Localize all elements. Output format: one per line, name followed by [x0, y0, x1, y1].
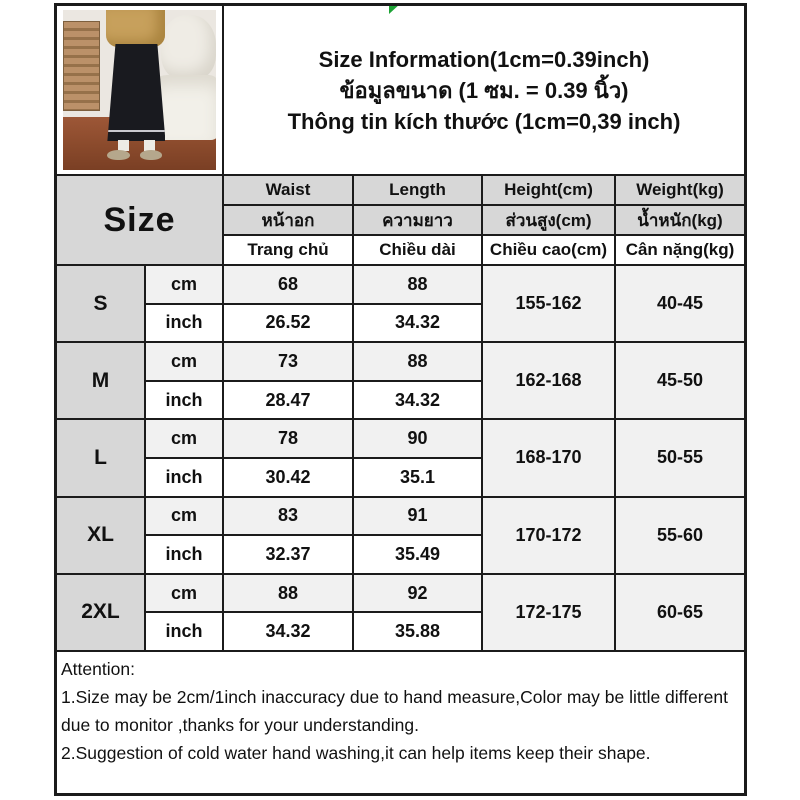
length-inch-value: 35.49 — [352, 534, 481, 573]
attention-note-1: 1.Size may be 2cm/1inch inaccuracy due to hand measure,Color may be little different due to monitor ,thanks for your understanding. — [61, 686, 728, 735]
weight-range: 40-45 — [614, 264, 744, 341]
photo-model-pants — [107, 44, 165, 142]
length-cm-value: 90 — [352, 418, 481, 457]
height-range: 155-162 — [481, 264, 614, 341]
col-header-height-vi: Chiều cao(cm) — [481, 234, 614, 264]
attention-box — [57, 650, 744, 793]
col-header-weight-th: น้ำหนัก(kg) — [614, 204, 744, 234]
length-inch-value: 35.1 — [352, 457, 481, 496]
unit-inch-label: inch — [144, 457, 222, 496]
col-header-height-en: Height(cm) — [481, 174, 614, 204]
col-header-waist-vi: Trang chủ — [222, 234, 352, 264]
waist-cm-value: 73 — [222, 341, 352, 380]
title-english: Size Information(1cm=0.39inch) — [318, 46, 650, 72]
row-size-label: L — [57, 418, 144, 495]
waist-cm-value: 83 — [222, 496, 352, 535]
col-header-height-th: ส่วนสูง(cm) — [481, 204, 614, 234]
col-header-length-th: ความยาว — [352, 204, 481, 234]
waist-inch-value: 26.52 — [222, 303, 352, 342]
photo-cabinet — [63, 21, 100, 111]
waist-inch-value: 32.37 — [222, 534, 352, 573]
unit-cm-label: cm — [144, 264, 222, 303]
waist-cm-value: 78 — [222, 418, 352, 457]
waist-cm-value: 88 — [222, 573, 352, 612]
weight-range: 50-55 — [614, 418, 744, 495]
unit-inch-label: inch — [144, 380, 222, 419]
green-corner-marker — [389, 6, 401, 14]
unit-inch-label: inch — [144, 534, 222, 573]
product-photo-cell — [57, 6, 222, 174]
col-header-length-vi: Chiều dài — [352, 234, 481, 264]
length-inch-value: 35.88 — [352, 611, 481, 650]
waist-inch-value: 28.47 — [222, 380, 352, 419]
title-vietnamese: Thông tin kích thước (1cm=0,39 inch) — [287, 108, 681, 134]
row-size-label: M — [57, 341, 144, 418]
unit-inch-label: inch — [144, 611, 222, 650]
length-cm-value: 92 — [352, 573, 481, 612]
col-header-weight-en: Weight(kg) — [614, 174, 744, 204]
photo-model-sweater — [106, 10, 166, 47]
unit-cm-label: cm — [144, 341, 222, 380]
size-header: Size — [57, 174, 222, 264]
row-size-label: XL — [57, 496, 144, 573]
unit-cm-label: cm — [144, 496, 222, 535]
weight-range: 45-50 — [614, 341, 744, 418]
weight-range: 55-60 — [614, 496, 744, 573]
col-header-waist-th: หน้าอก — [222, 204, 352, 234]
waist-inch-value: 30.42 — [222, 457, 352, 496]
row-size-label: S — [57, 264, 144, 341]
length-inch-value: 34.32 — [352, 303, 481, 342]
length-inch-value: 34.32 — [352, 380, 481, 419]
unit-cm-label: cm — [144, 573, 222, 612]
unit-inch-label: inch — [144, 303, 222, 342]
title-thai: ข้อมูลขนาด (1 ซม. = 0.39 นิ้ว) — [339, 77, 629, 103]
height-range: 172-175 — [481, 573, 614, 650]
row-size-label: 2XL — [57, 573, 144, 650]
col-header-waist-en: Waist — [222, 174, 352, 204]
unit-cm-label: cm — [144, 418, 222, 457]
waist-cm-value: 68 — [222, 264, 352, 303]
product-photo — [63, 10, 216, 170]
height-range: 162-168 — [481, 341, 614, 418]
height-range: 170-172 — [481, 496, 614, 573]
waist-inch-value: 34.32 — [222, 611, 352, 650]
length-cm-value: 88 — [352, 264, 481, 303]
length-cm-value: 91 — [352, 496, 481, 535]
attention-heading: Attention: — [61, 658, 135, 679]
title-block — [222, 6, 744, 174]
attention-note-2: 2.Suggestion of cold water hand washing,it can help items keep their shape. — [61, 742, 651, 763]
size-chart — [54, 3, 747, 796]
weight-range: 60-65 — [614, 573, 744, 650]
col-header-length-en: Length — [352, 174, 481, 204]
length-cm-value: 88 — [352, 341, 481, 380]
height-range: 168-170 — [481, 418, 614, 495]
col-header-weight-vi: Cân nặng(kg) — [614, 234, 744, 264]
